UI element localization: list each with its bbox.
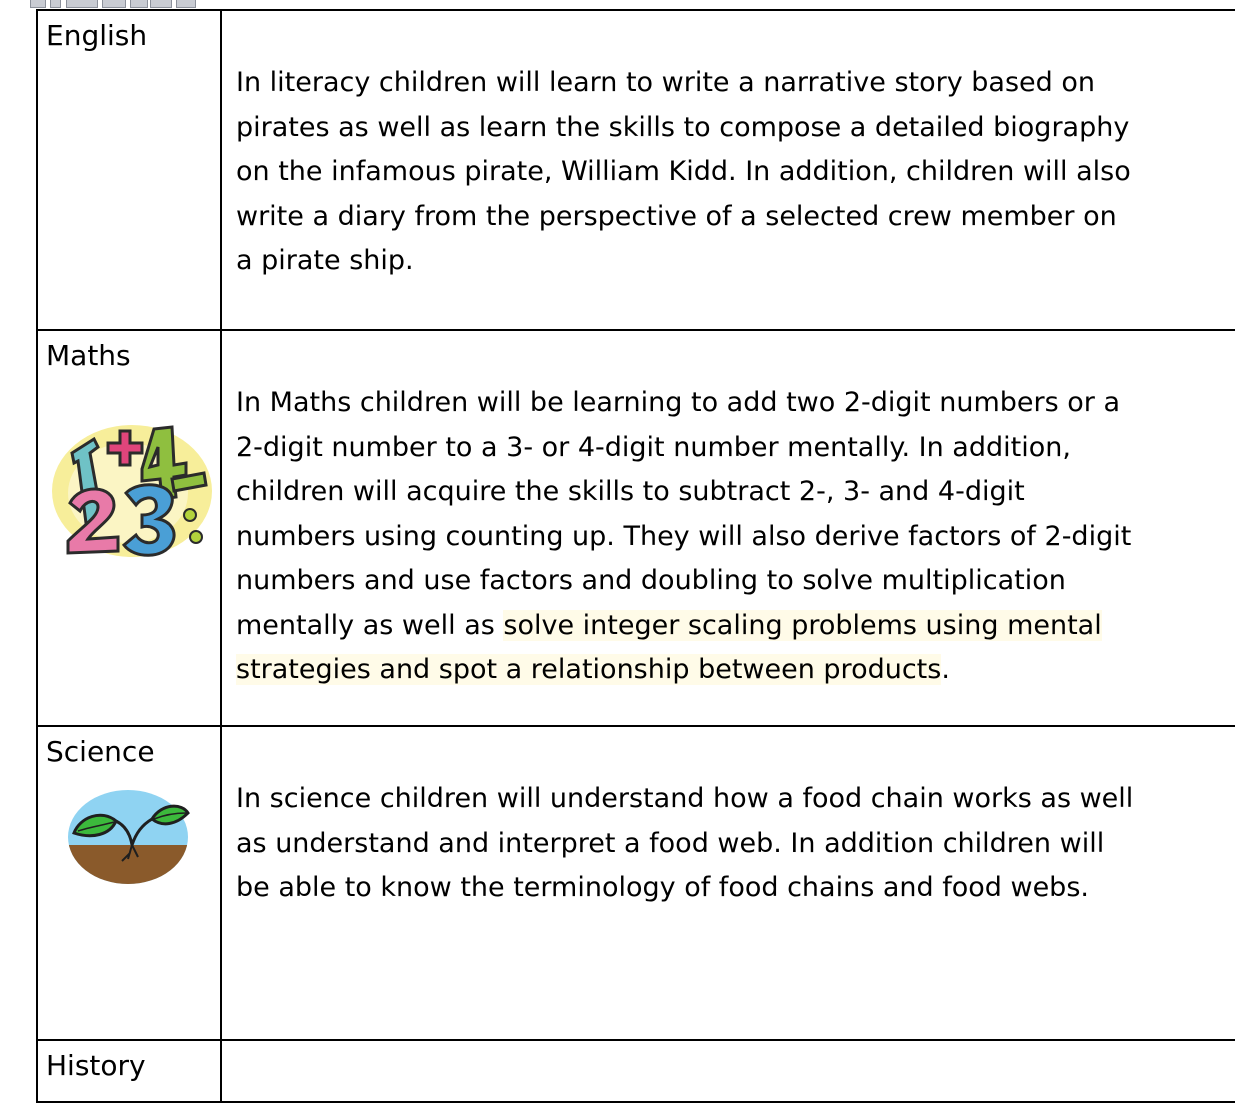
description-cell bbox=[221, 1040, 1235, 1102]
table-row-history bbox=[37, 1040, 1235, 1102]
table-row-english bbox=[37, 10, 1235, 330]
toolbar-fragment-chip bbox=[50, 0, 61, 8]
curriculum-table bbox=[36, 9, 1235, 1103]
description-cell bbox=[221, 726, 1235, 1040]
numbers-clipart-icon bbox=[50, 413, 214, 563]
toolbar-fragment-chip bbox=[66, 0, 98, 8]
subject-label: History bbox=[46, 1049, 146, 1082]
toolbar-fragment-chip bbox=[102, 0, 126, 8]
subject-cell bbox=[37, 726, 221, 1040]
description-cell bbox=[221, 330, 1235, 726]
subject-cell bbox=[37, 1040, 221, 1102]
subject-cell bbox=[37, 10, 221, 330]
subject-description bbox=[222, 1041, 1235, 1091]
description-text: In Maths children will be learning to add two 2-digit numbers or a 2-digit number to a 3- or 4-digit number mentally. In addition, children will acquire the skills to subtract 2-, 3- and 4-digit numbers using counting up. They will also derive factors of 2-digit numbers and use factors and doubling to solve multiplication mentally as well as bbox=[236, 387, 1132, 641]
table-row-science bbox=[37, 726, 1235, 1040]
table-row-maths bbox=[37, 330, 1235, 726]
toolbar-fragment-chip bbox=[176, 0, 196, 8]
toolbar-fragment-chip bbox=[130, 0, 148, 8]
subject-description bbox=[222, 331, 1235, 693]
subject-description: In literacy children will learn to write a narrative story based on pirates as well as learn the skills to compose a detailed biography on the infamous pirate, William Kidd. In addition, children will also write a diary from the perspective of a selected crew member on a pirate ship. bbox=[236, 67, 1131, 276]
subject-description: In science children will understand how a food chain works as well as understand and interpret a food web. In addition children will be able to know the terminology of food chains and food webs. bbox=[236, 783, 1134, 903]
subject-label: English bbox=[46, 19, 148, 52]
toolbar-fragment-chip bbox=[150, 0, 172, 8]
toolbar-fragment-chip bbox=[30, 0, 46, 8]
subject-label: Maths bbox=[46, 339, 131, 372]
subject-label: Science bbox=[46, 735, 155, 768]
subject-cell bbox=[37, 330, 221, 726]
highlighted-text: solve integer scaling problems using mental strategies and spot a relationship between products bbox=[236, 609, 1102, 685]
seedling-clipart-icon bbox=[66, 787, 190, 887]
description-cell bbox=[221, 10, 1235, 330]
description-text-end: . bbox=[941, 654, 950, 685]
